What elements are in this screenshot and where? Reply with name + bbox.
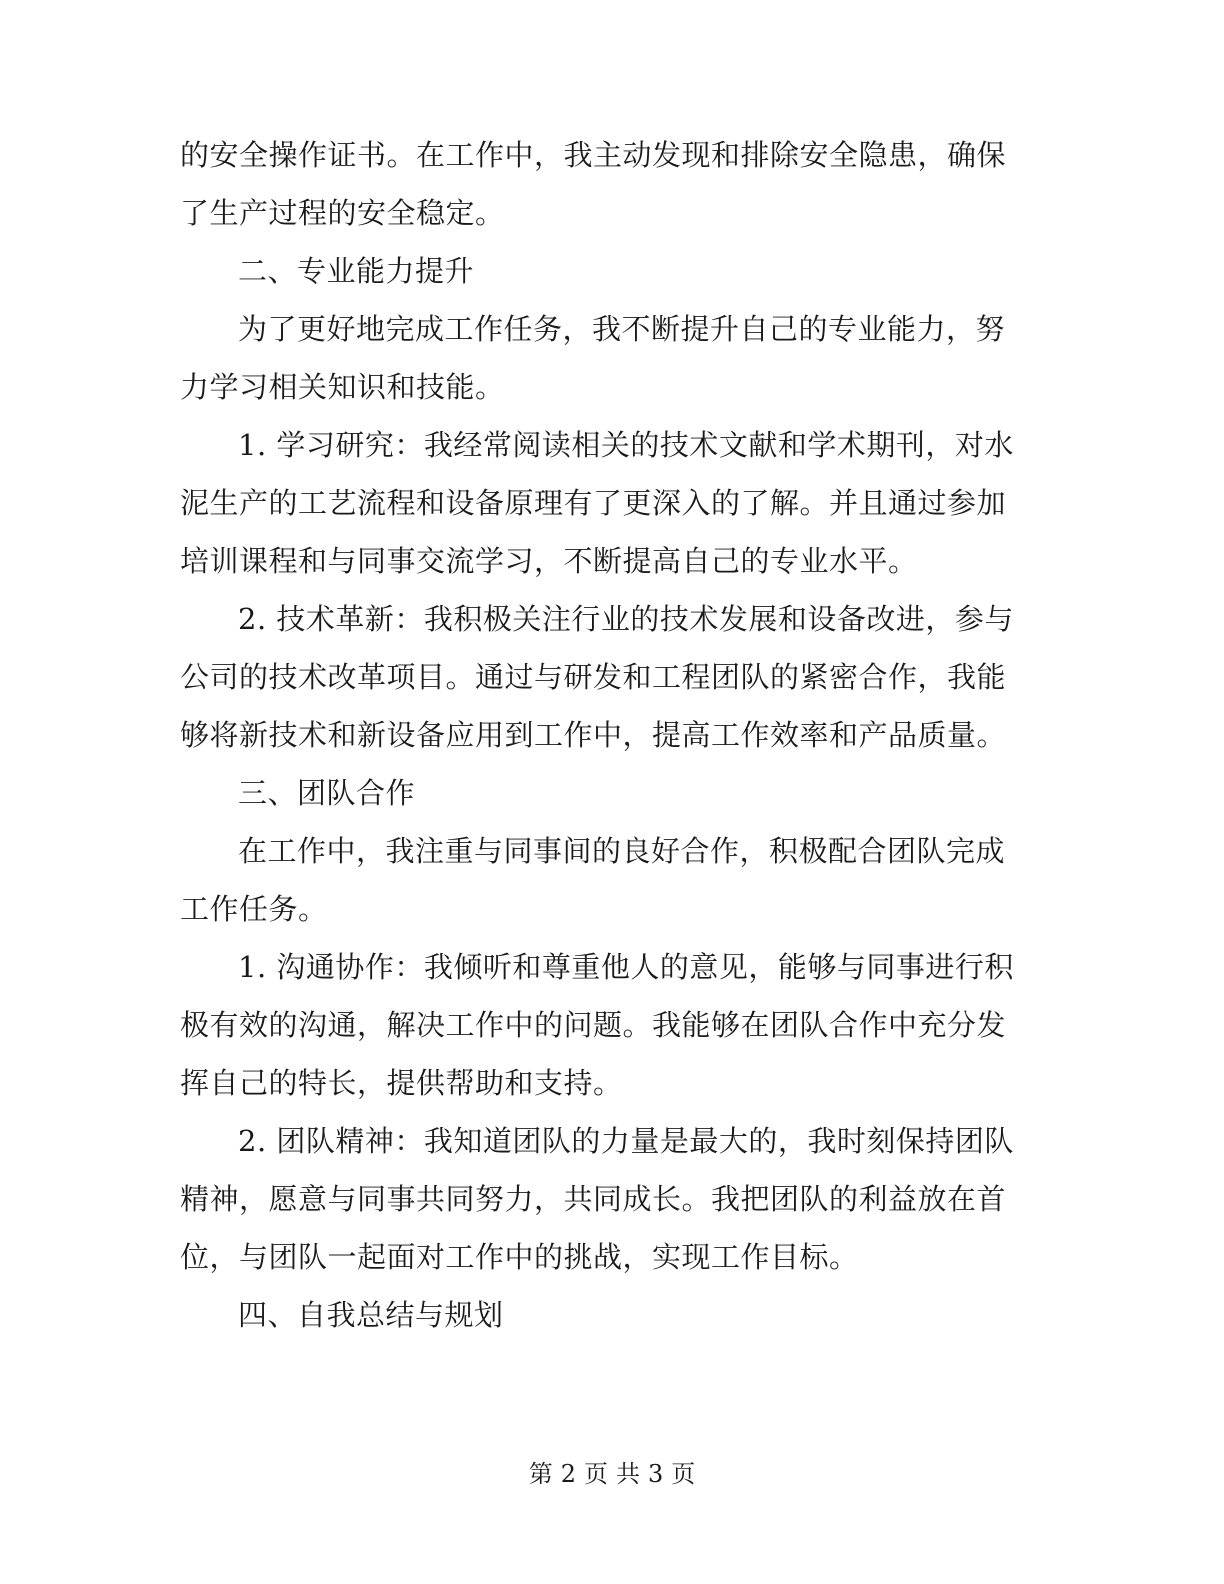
- list-item-line: 公司的技术改革项目。通过与研发和工程团队的紧密合作，我能: [180, 660, 1007, 694]
- list-item-line: 够将新技术和新设备应用到工作中，提高工作效率和产品质量。: [180, 718, 1007, 752]
- paragraph-line: 在工作中，我注重与同事间的良好合作，积极配合团队完成: [238, 834, 1006, 868]
- list-item-line: 1. 学习研究：我经常阅读相关的技术文献和学术期刊，对水: [238, 428, 1014, 462]
- paragraph-line: 工作任务。: [180, 892, 328, 926]
- paragraph-line: 的安全操作证书。在工作中，我主动发现和排除安全隐患，确保: [180, 138, 1007, 172]
- footer-total-pages: 3: [648, 1460, 664, 1488]
- list-item-line: 极有效的沟通，解决工作中的问题。我能够在团队合作中充分发: [180, 1008, 1007, 1042]
- section-heading: 四、自我总结与规划: [238, 1298, 504, 1332]
- list-item-line: 2. 技术革新：我积极关注行业的技术发展和设备改进，参与: [238, 602, 1014, 636]
- list-item-line: 培训课程和与同事交流学习，不断提高自己的专业水平。: [180, 544, 918, 578]
- list-item-line: 1. 沟通协作：我倾听和尊重他人的意见，能够与同事进行积: [238, 950, 1014, 984]
- list-item-line: 2. 团队精神：我知道团队的力量是最大的，我时刻保持团队: [238, 1124, 1014, 1158]
- paragraph-line: 了生产过程的安全稳定。: [180, 196, 505, 230]
- list-item-line: 精神，愿意与同事共同努力，共同成长。我把团队的利益放在首: [180, 1182, 1007, 1216]
- section-heading: 三、团队合作: [238, 776, 416, 810]
- footer-current-page: 2: [560, 1460, 576, 1488]
- paragraph-line: 力学习相关知识和技能。: [180, 370, 505, 404]
- page-footer: [0, 1459, 1224, 1489]
- footer-page-word: 页: [584, 1460, 608, 1488]
- footer-total-word: 共: [616, 1460, 640, 1488]
- footer-prefix: 第: [528, 1460, 553, 1488]
- list-item-line: 挥自己的特长，提供帮助和支持。: [180, 1066, 623, 1100]
- section-heading: 二、专业能力提升: [238, 254, 475, 288]
- list-item-line: 位，与团队一起面对工作中的挑战，实现工作目标。: [180, 1240, 859, 1274]
- paragraph-line: 为了更好地完成工作任务，我不断提升自己的专业能力，努: [238, 312, 1006, 346]
- footer-suffix: 页: [671, 1460, 696, 1488]
- list-item-line: 泥生产的工艺流程和设备原理有了更深入的了解。并且通过参加: [180, 486, 1007, 520]
- document-body: [180, 126, 1040, 1344]
